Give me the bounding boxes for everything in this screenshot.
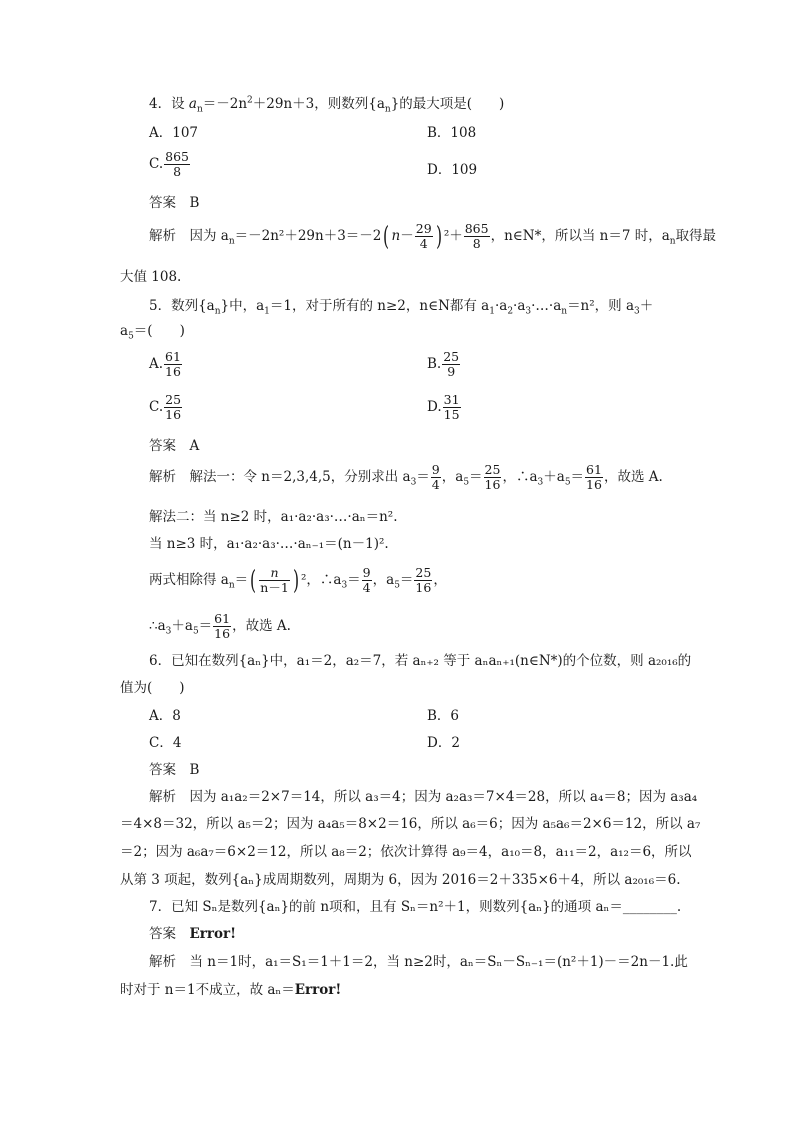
q5-stem: 5．数列$\{a_n\}$中，$a_1=1$，对于所有的 n≥2，n∈N都有 $a_1\cdot a_2\cdot a_3\cdot\dots\cdot a_n=n^2$，则 $a_3+$: [149, 298, 654, 317]
q5-method2-line2: 当 n≥3 时，a₁·a₂·a₃·…·aₙ₋₁＝(n－1)².: [149, 536, 389, 552]
q5-answer: 答案 A: [149, 438, 200, 454]
q4-option-c: C. $\frac{865}{8}$: [149, 149, 189, 179]
q7-answer: 答案 Error!: [149, 926, 237, 942]
q5-method2-line4: $\therefore a_3+a_5=$ $\frac{61}{16}$ ，故选 A.: [149, 611, 291, 641]
q4-option-a: A．107: [149, 125, 199, 141]
q6-analysis-line1: 解析 因为 a₁a₂＝2×7＝14，所以 a₃＝4；因为 a₂a₃＝7×4＝28，所以 a₄＝8；因为 a₃a₄: [149, 789, 698, 805]
q6-stem: 6．已知在数列{aₙ}中，a₁＝2，a₂＝7，若 aₙ₊₂ 等于 aₙaₙ₊₁(n∈N*)的个位数，则 a₂₀₁₆的: [149, 653, 692, 669]
q5-method1: 解析 解法一：令 n＝2,3,4,5，分别求出 $a_3=$ $\frac{9}{4}$ ，$a_5=$ $\frac{25}{16}$ ，$\therefore a_3+a_5=$ $\frac{61}{16}$ ，故选 A.: [149, 462, 663, 492]
q4-option-b: B．108: [427, 125, 477, 141]
q4-analysis-line2: 大值 108.: [120, 269, 182, 285]
q7-analysis-line2: 时对于 n＝1不成立，故 aₙ＝Error!: [120, 982, 342, 998]
q4-stem: 4．设 $a_n=-2n^2+29n+3$，则数列$\{a_n\}$的最大项是( ): [149, 95, 505, 115]
q6-analysis-line3: ＝2；因为 a₆a₇＝6×2＝12，所以 a₈＝2；依次计算得 a₉＝4，a₁₀＝8，a₁₁＝2，a₁₂＝6，所以: [120, 844, 692, 860]
q7-analysis-line1: 解析 当 n＝1时，a₁＝S₁＝1＋1＝2，当 n≥2时，aₙ＝Sₙ－Sₙ₋₁＝(n²＋1)－＝2n－1.此: [149, 954, 688, 970]
fraction: $\frac{865}{8}$: [165, 149, 189, 179]
q6-option-b: B．6: [427, 708, 460, 724]
q6-analysis-line2: ＝4×8＝32，所以 a₅＝2；因为 a₄a₅＝8×2＝16，所以 a₆＝6；因为 a₅a₆＝2×6＝12，所以 a₇: [120, 816, 701, 832]
q6-answer: 答案 B: [149, 762, 200, 778]
q6-analysis-line4: 从第 3 项起，数列{aₙ}成周期数列，周期为 6，因为 2016＝2＋335×6＋4，所以 a₂₀₁₆＝6.: [120, 872, 681, 888]
q5-stem-line2: $a_5=$( ): [120, 323, 185, 342]
q6-stem-line2: 值为( ): [120, 680, 185, 696]
q7-stem: 7．已知 Sₙ是数列{aₙ}的前 n项和，且有 Sₙ＝n²＋1，则数列{aₙ}的通项 aₙ＝________.: [149, 899, 682, 915]
q4-answer: 答案 B: [149, 195, 200, 211]
q5-method2-line1: 解法二：当 n≥2 时，a₁·a₂·a₃·…·aₙ＝n².: [149, 509, 398, 525]
q5-option-d: D. $\frac{31}{15}$: [427, 392, 460, 422]
q5-option-c: C. $\frac{25}{16}$: [149, 392, 182, 422]
q5-option-a: A. $\frac{61}{16}$: [149, 349, 181, 379]
q5-option-b: B. $\frac{25}{9}$: [427, 349, 460, 379]
q5-method2-line3: 两式相除得 $a_n=$( $\frac{n}{n-1}$ ) ²，$\therefore a_3=$ $\frac{9}{4}$ ，$a_5=$ $\frac{25}{16}$ ，: [149, 565, 447, 596]
q6-option-a: A．8: [149, 708, 181, 724]
q4-analysis: 解析 因为 $a_n=-2n^2+29n+3=-2$( n－ $\frac{29}{4}$ ) ²＋ $\frac{865}{8}$ ，n∈N*，所以当 n＝7 时，$a_n$取得最: [149, 221, 717, 252]
q6-option-c: C．4: [149, 735, 182, 751]
q4-option-d: D．109: [427, 162, 478, 178]
q6-option-d: D．2: [427, 735, 460, 751]
